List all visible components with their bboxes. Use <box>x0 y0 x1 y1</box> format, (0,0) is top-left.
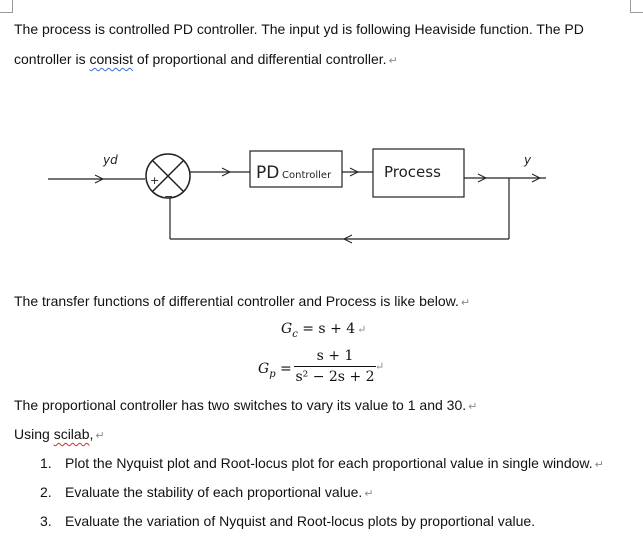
list-item-number: 1. <box>40 455 52 471</box>
gc-equation[interactable] <box>281 321 366 340</box>
intro-line-1-text: The process is controlled PD controller. The input yd is following Heaviside function. The PD <box>14 21 584 37</box>
input-label: yd <box>103 153 118 167</box>
gp-fraction[interactable] <box>290 347 380 386</box>
gp-equals: = <box>275 361 292 377</box>
intro-line-2[interactable] <box>14 50 398 70</box>
list-item-text: Evaluate the stability of each proportional value. <box>65 484 363 500</box>
margin-corner-left <box>0 0 13 13</box>
list-item[interactable] <box>40 512 604 541</box>
list-item-text: Plot the Nyquist plot and Root-locus plot for each proportional value in single window. <box>65 455 593 471</box>
gc-symbol: G <box>281 321 293 337</box>
paragraph-mark: ↵ <box>375 360 385 373</box>
transfer-intro-text: The transfer functions of differential controller and Process is like below. <box>14 293 459 309</box>
sum-plus: + <box>150 174 160 187</box>
gp-symbol: G <box>258 361 270 377</box>
gc-rhs: = s + 4 <box>297 321 356 337</box>
fraction-bar <box>294 366 376 367</box>
gp-equation-lhs[interactable] <box>258 361 292 380</box>
controller-sub-label: Controller <box>282 170 332 181</box>
paragraph-mark: ↵ <box>357 323 367 336</box>
transfer-intro[interactable] <box>14 292 470 312</box>
sum-minus: − <box>164 190 174 203</box>
intro-line-1[interactable] <box>14 20 584 38</box>
proportional-text: The proportional controller has two switches to vary its value to 1 and 30. <box>14 397 467 413</box>
paragraph-mark: ↵ <box>388 55 398 67</box>
list-item[interactable] <box>40 483 604 512</box>
task-list <box>40 454 604 541</box>
spelling-flag-word[interactable]: scilab <box>53 426 90 442</box>
using-after: , <box>89 426 94 442</box>
proportional-line[interactable] <box>14 396 477 416</box>
paragraph-mark: ↵ <box>95 430 105 442</box>
paragraph-mark: ↵ <box>594 459 604 471</box>
using-before: Using <box>14 426 54 442</box>
controller-label: PD <box>256 163 280 183</box>
list-item-text: Evaluate the variation of Nyquist and Root-locus plots by proportional value. <box>65 513 536 529</box>
output-label: y <box>524 153 532 167</box>
gp-numerator: s + 1 <box>316 348 354 364</box>
block-diagram <box>0 130 643 250</box>
gc-subscript: c <box>292 328 298 340</box>
gp-denominator: s² − 2s + 2 <box>295 369 375 385</box>
paragraph-mark: ↵ <box>460 297 471 309</box>
using-line[interactable] <box>14 425 105 445</box>
intro-line-2-before: controller is <box>14 51 90 67</box>
paragraph-mark: ↵ <box>364 488 374 500</box>
list-item[interactable] <box>40 454 604 483</box>
gp-paragraph-mark-wrap <box>373 358 384 374</box>
intro-line-2-after: of proportional and differential controller. <box>133 51 387 67</box>
process-label: Process <box>384 163 441 181</box>
list-item-number: 2. <box>40 484 52 500</box>
gp-subscript: p <box>269 368 276 380</box>
paragraph-mark: ↵ <box>468 401 478 413</box>
list-item-number: 3. <box>40 513 52 529</box>
margin-corner-right <box>630 0 643 13</box>
grammar-flag-word[interactable]: consist <box>89 51 134 67</box>
